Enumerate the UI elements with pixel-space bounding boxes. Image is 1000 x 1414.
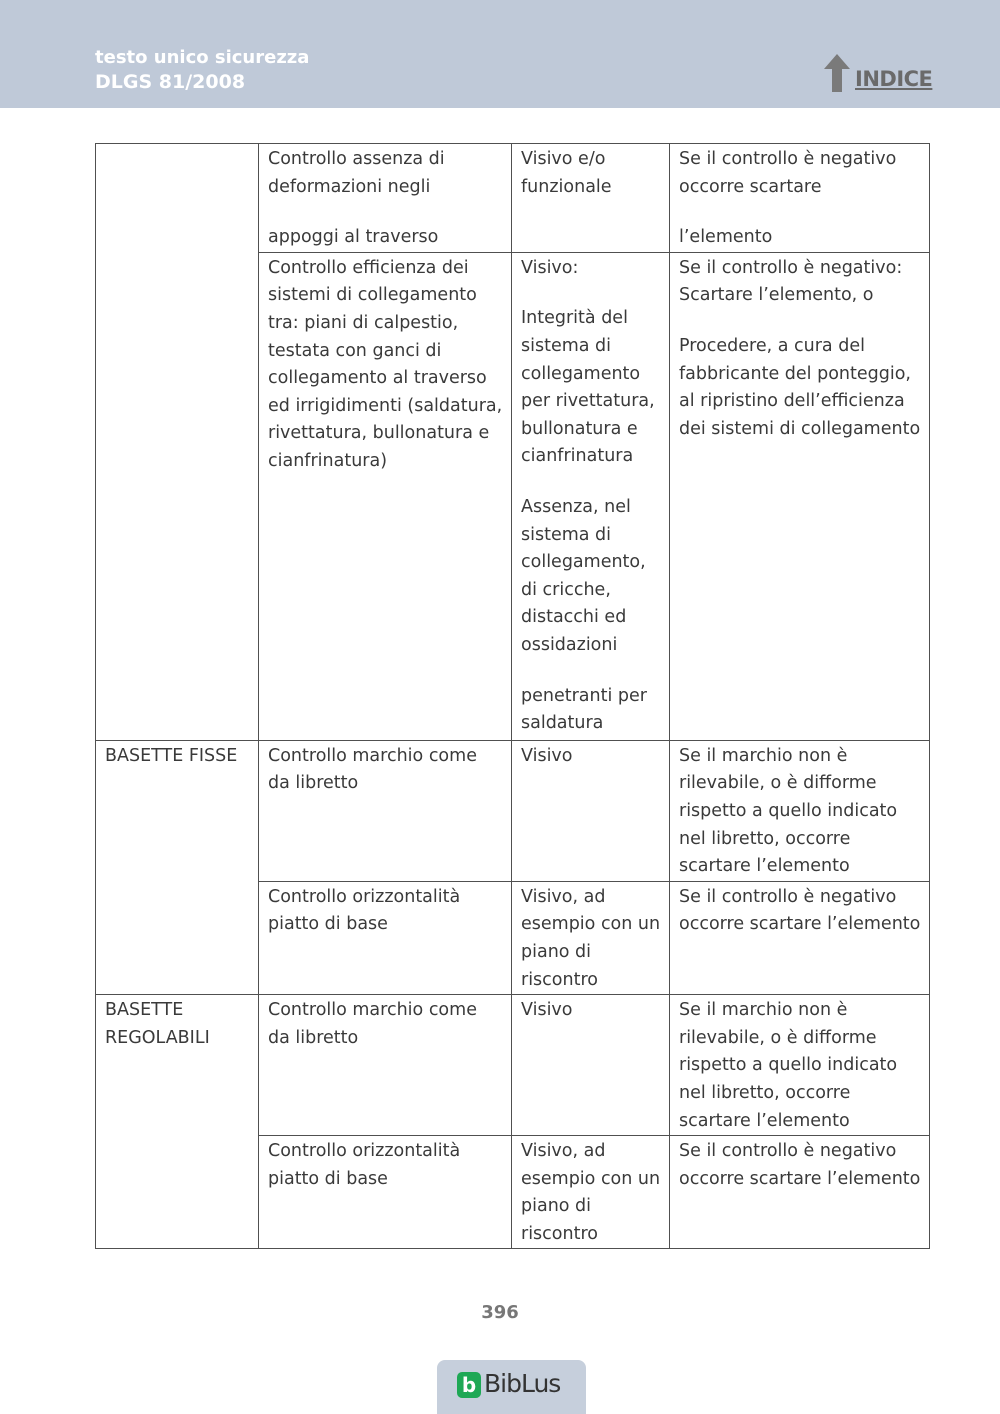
check-cell	[259, 740, 512, 881]
check-cell	[259, 881, 512, 994]
type-text: Visivo e/o funzionale	[521, 149, 612, 197]
action-text: Se il controllo è negativo occorre scartare l’elemento	[679, 886, 921, 935]
indice-label[interactable]: INDICE	[855, 67, 933, 91]
check-cell	[259, 995, 512, 1136]
type-text: Assenza, nel sistema di collegamento, di cricche, distacchi ed ossidazioni	[521, 496, 646, 655]
action-text: Se il controllo è negativo occorre scartare	[679, 149, 897, 197]
action-cell	[670, 1136, 930, 1249]
type-text: Visivo, ad esempio con un piano di riscontro	[521, 1141, 661, 1244]
check-text: Controllo orizzontalità piatto di base	[268, 1141, 461, 1189]
type-text: Visivo:	[521, 257, 579, 278]
page-number: 396	[481, 1302, 519, 1323]
action-cell	[670, 252, 930, 740]
action-text: Se il marchio non è rilevabile, o è difforme rispetto a quello indicato nel libretto, occorre scartare l’elemento	[679, 745, 898, 877]
check-cell	[259, 1136, 512, 1249]
type-cell	[512, 252, 670, 740]
check-cell	[259, 144, 512, 253]
action-cell	[670, 144, 930, 253]
inspection-table	[95, 143, 930, 1249]
action-text: Se il controllo è negativo: Scartare l’elemento, o	[679, 257, 903, 306]
check-text: Controllo marchio come da libretto	[268, 745, 477, 794]
document-title	[95, 46, 309, 94]
document-title-line2: DLGS 81/2008	[95, 71, 246, 93]
action-cell	[670, 740, 930, 881]
element-cell	[96, 740, 259, 994]
element-name: BASETTE REGOLABILI	[105, 1000, 210, 1048]
action-text: Procedere, a cura del fabbricante del ponteggio, al ripristino dell’efficienza dei sistemi di collegamento	[679, 335, 921, 439]
type-cell	[512, 1136, 670, 1249]
table-row	[96, 144, 930, 253]
element-cell	[96, 995, 259, 1249]
type-cell	[512, 144, 670, 253]
type-cell	[512, 740, 670, 881]
type-text: Visivo, ad esempio con un piano di riscontro	[521, 886, 661, 990]
type-text: Integrità del sistema di collegamento per rivettatura, bullonatura e cianfrinatura	[521, 308, 655, 467]
biblus-logo[interactable]	[437, 1360, 586, 1414]
check-text: Controllo efficienza dei sistemi di collegamento tra: piani di calpestio, testata con ganci di collegamento al traverso ed irrigidimenti (saldatura, rivettatura, bullonatura e cianfrinatura)	[268, 257, 503, 471]
table-row	[96, 740, 930, 881]
check-cell	[259, 252, 512, 740]
table-row	[96, 995, 930, 1136]
arrow-up-icon	[822, 52, 852, 94]
type-cell	[512, 881, 670, 994]
type-text: penetranti per saldatura	[521, 685, 647, 734]
action-cell	[670, 881, 930, 994]
biblus-logo-text: BibLus	[484, 1369, 561, 1398]
type-text: Visivo	[521, 745, 573, 766]
check-text: Controllo marchio come da libretto	[268, 1000, 477, 1048]
action-text: Se il controllo è negativo occorre scartare l’elemento	[679, 1141, 921, 1189]
action-cell	[670, 995, 930, 1136]
type-text: Visivo	[521, 1000, 573, 1021]
check-text: appoggi al traverso	[268, 227, 439, 248]
type-cell	[512, 995, 670, 1136]
document-title-line1: testo unico sicurezza	[95, 47, 310, 68]
check-text: Controllo assenza di deformazioni negli	[268, 149, 445, 197]
header-band	[0, 0, 1000, 108]
biblus-b-icon: b	[457, 1372, 481, 1398]
action-text: Se il marchio non è rilevabile, o è difforme rispetto a quello indicato nel libretto, occorre scartare l’elemento	[679, 1000, 898, 1131]
action-text: l’elemento	[679, 227, 773, 248]
element-name: BASETTE FISSE	[105, 745, 238, 766]
check-text: Controllo orizzontalità piatto di base	[268, 886, 461, 935]
indice-link[interactable]	[822, 52, 942, 96]
element-cell	[96, 144, 259, 741]
